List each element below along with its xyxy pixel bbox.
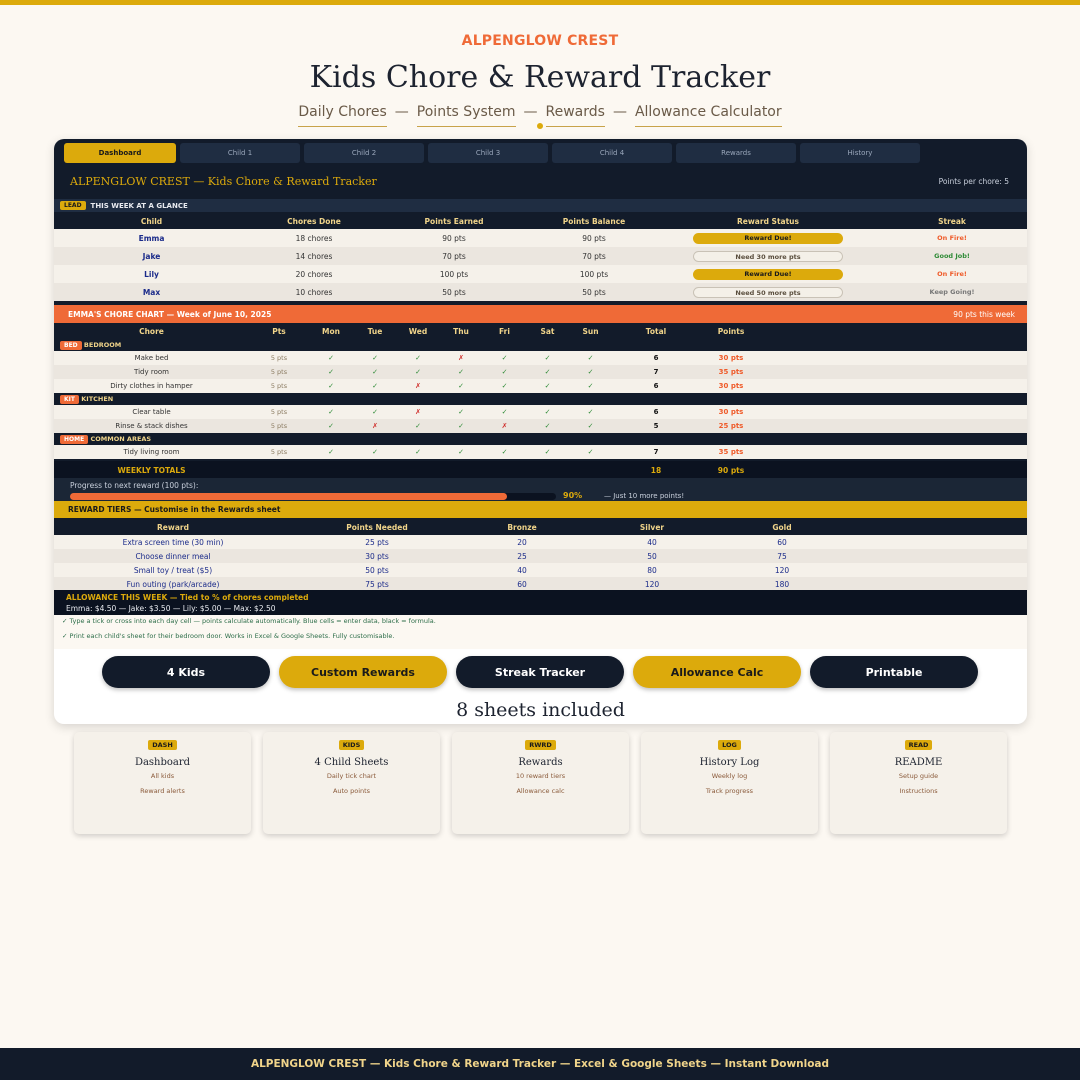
reward-cell: Fun outing (park/arcade) [54, 577, 292, 591]
reward-cell: Extra screen time (30 min) [54, 535, 292, 549]
day-cell[interactable]: ✓ [353, 351, 397, 365]
day-cell[interactable]: ✓ [309, 365, 353, 379]
reward-row [54, 535, 1027, 549]
chores-done: 18 chores [249, 229, 379, 247]
reward-cell: 120 [722, 563, 842, 577]
chore-chart-title: EMMA'S CHORE CHART — Week of June 10, 2025 [68, 309, 272, 319]
day-cell[interactable]: ✓ [397, 365, 439, 379]
subtitle-sep: — [523, 104, 538, 120]
streak-status: Keep Going! [877, 283, 1027, 301]
column-header: Chores Done [249, 213, 379, 229]
day-cell[interactable]: ✓ [483, 351, 526, 365]
sheet-card-name: History Log [699, 757, 760, 768]
tab-child-3[interactable]: Child 3 [428, 143, 548, 163]
sheet-card-desc: Setup guide [898, 772, 939, 780]
points-balance: 100 pts [529, 265, 659, 283]
sheet-card [641, 732, 818, 834]
chore-total: 6 [612, 405, 700, 419]
chore-points-total: 30 pts [700, 405, 762, 419]
sheet-card-name: README [894, 757, 943, 768]
reward-cell: 75 pts [292, 577, 462, 591]
feature-allowance-calc-button[interactable]: Allowance Calc [633, 656, 801, 688]
day-cell[interactable]: ✓ [569, 365, 612, 379]
note-1: ✓ Type a tick or cross into each day cell — points calculate automatically. Blue cells = enter data, black = formula. [62, 617, 436, 625]
sheet-card-name: 4 Child Sheets [314, 757, 389, 768]
weekly-totals-row [54, 461, 1027, 479]
streak-status: On Fire! [877, 229, 1027, 247]
chore-name: Tidy living room [54, 445, 249, 459]
streak-status: On Fire! [877, 265, 1027, 283]
reward-cell: 180 [722, 577, 842, 591]
column-header-empty [762, 323, 1027, 339]
chore-row [54, 419, 1027, 433]
column-header: Sun [569, 323, 612, 339]
sheet-tabs [64, 143, 920, 163]
sheet-card-badge: KIDS [339, 740, 365, 750]
reward-cell: 25 pts [292, 535, 462, 549]
chore-row [54, 445, 1027, 459]
day-cell[interactable]: ✓ [569, 445, 612, 459]
sheet-card-badge: READ [905, 740, 933, 750]
sheets-included-label: 8 sheets included [456, 699, 625, 721]
reward-status-badge: Need 50 more pts [693, 287, 843, 298]
chore-name: Tidy room [54, 365, 249, 379]
day-cell[interactable]: ✓ [483, 365, 526, 379]
day-cell[interactable]: ✓ [526, 379, 569, 393]
day-cell[interactable]: ✓ [569, 419, 612, 433]
day-cell[interactable]: ✓ [569, 379, 612, 393]
sheet-card-desc: Reward alerts [140, 787, 185, 795]
reward-status-badge: Reward Due! [693, 269, 843, 280]
subtitle-sep: — [612, 104, 627, 120]
spreadsheet-preview-card [54, 139, 1027, 724]
sheet-card-desc: Daily tick chart [326, 772, 377, 780]
chore-chart-header [54, 305, 1027, 323]
sheet-card-name: Rewards [518, 757, 563, 768]
empty-cell [762, 379, 1027, 393]
points-per-chore: Points per chore: 5 [938, 177, 1009, 186]
empty-cell [762, 445, 1027, 459]
points-balance: 50 pts [529, 283, 659, 301]
day-cell[interactable]: ✓ [526, 351, 569, 365]
day-cell[interactable]: ✓ [526, 405, 569, 419]
column-header: Tue [353, 323, 397, 339]
day-cell[interactable]: ✓ [483, 445, 526, 459]
category-row [54, 433, 1027, 445]
category-row [54, 339, 1027, 351]
chore-chart-weekly-points: 90 pts this week [953, 309, 1015, 319]
progress-track [70, 493, 556, 500]
day-cell[interactable]: ✗ [439, 351, 483, 365]
reward-cell: 25 [462, 549, 582, 563]
empty-cell [762, 351, 1027, 365]
chore-name: Clear table [54, 405, 249, 419]
day-cell[interactable]: ✗ [353, 419, 397, 433]
chore-total: 6 [612, 379, 700, 393]
chore-row [54, 379, 1027, 393]
day-cell[interactable]: ✓ [483, 405, 526, 419]
decorative-dot [537, 123, 543, 129]
points-earned: 100 pts [379, 265, 529, 283]
glance-table [54, 213, 1027, 301]
chore-points-total: 30 pts [700, 379, 762, 393]
sheet-card [452, 732, 629, 834]
category-label: KITCHEN [81, 395, 114, 403]
column-header: Points Earned [379, 213, 529, 229]
progress-note: — Just 10 more points! [604, 492, 685, 500]
column-header: Child [54, 213, 249, 229]
empty-cell [842, 577, 1027, 591]
sheet-title: ALPENGLOW CREST — Kids Chore & Reward Tracker [70, 175, 377, 188]
note-2: ✓ Print each child's sheet for their bedroom door. Works in Excel & Google Sheets. Fully customisable. [62, 632, 395, 640]
chore-points-total: 35 pts [700, 445, 762, 459]
column-header: Gold [722, 519, 842, 535]
category-label: BEDROOM [83, 341, 122, 349]
points-balance: 90 pts [529, 229, 659, 247]
sheet-card [263, 732, 440, 834]
table-row [54, 229, 1027, 247]
allowance-section [54, 590, 1027, 615]
section-badge: LEAD [60, 201, 86, 210]
subtitle-item: Rewards [546, 104, 605, 127]
table-row [54, 283, 1027, 301]
progress-label: Progress to next reward (100 pts): [70, 481, 199, 490]
spreadsheet [54, 139, 1027, 649]
column-header: Wed [397, 323, 439, 339]
column-header: Reward [54, 519, 292, 535]
reward-status-badge: Need 30 more pts [693, 251, 843, 262]
reward-status-cell [659, 229, 877, 247]
chore-row [54, 351, 1027, 365]
column-header: Sat [526, 323, 569, 339]
reward-cell: 20 [462, 535, 582, 549]
sheet-card-desc: Allowance calc [516, 787, 565, 795]
weekly-total-chores: 18 [650, 465, 662, 475]
reward-tiers-header: REWARD TIERS — Customise in the Rewards sheet [54, 501, 1027, 518]
day-cell[interactable]: ✓ [569, 405, 612, 419]
tab-child-1[interactable]: Child 1 [180, 143, 300, 163]
feature-streak-tracker-button[interactable]: Streak Tracker [456, 656, 624, 688]
chore-points: 5 pts [249, 365, 309, 379]
day-cell[interactable]: ✓ [439, 379, 483, 393]
feature-printable-button[interactable]: Printable [810, 656, 978, 688]
empty-cell [842, 549, 1027, 563]
column-header: Total [612, 323, 700, 339]
progress-percent: 90% [563, 491, 583, 500]
feature-4-kids-button[interactable]: 4 Kids [102, 656, 270, 688]
day-cell[interactable]: ✓ [526, 365, 569, 379]
reward-cell: Small toy / treat ($5) [54, 563, 292, 577]
column-header-empty [842, 519, 1027, 535]
day-cell[interactable]: ✓ [353, 405, 397, 419]
reward-cell: 75 [722, 549, 842, 563]
day-cell[interactable]: ✓ [309, 379, 353, 393]
child-name: Emma [54, 229, 249, 247]
points-balance: 70 pts [529, 247, 659, 265]
reward-status-badge: Reward Due! [693, 233, 843, 244]
allowance-values: Emma: $4.50 — Jake: $3.50 — Lily: $5.00 — Max: $2.50 [66, 604, 276, 613]
sheet-card-name: Dashboard [134, 757, 191, 768]
weekly-totals-label: WEEKLY TOTALS [117, 465, 186, 475]
empty-cell [762, 419, 1027, 433]
day-cell[interactable]: ✓ [353, 365, 397, 379]
day-cell[interactable]: ✓ [526, 445, 569, 459]
reward-cell: 60 [462, 577, 582, 591]
glance-section-header [54, 199, 1027, 212]
points-earned: 70 pts [379, 247, 529, 265]
day-cell[interactable]: ✓ [353, 445, 397, 459]
day-cell[interactable]: ✓ [526, 419, 569, 433]
category-label: COMMON AREAS [90, 435, 152, 443]
chore-row [54, 365, 1027, 379]
column-header: Pts [249, 323, 309, 339]
chore-points: 5 pts [249, 445, 309, 459]
chore-points-total: 25 pts [700, 419, 762, 433]
reward-cell: 40 [582, 535, 722, 549]
page-title: Kids Chore & Reward Tracker [309, 60, 771, 95]
chore-points: 5 pts [249, 351, 309, 365]
empty-cell [762, 405, 1027, 419]
day-cell[interactable]: ✓ [309, 351, 353, 365]
column-header: Bronze [462, 519, 582, 535]
category-row [54, 393, 1027, 405]
column-header: Points [700, 323, 762, 339]
chore-total: 7 [612, 365, 700, 379]
sheet-card-desc: Instructions [899, 787, 938, 795]
category-badge: HOME [60, 435, 88, 444]
allowance-title: ALLOWANCE THIS WEEK — Tied to % of chores completed [66, 593, 309, 602]
subtitle-item: Daily Chores [298, 104, 386, 127]
reward-cell: Choose dinner meal [54, 549, 292, 563]
weekly-total-points: 90 pts [717, 465, 745, 475]
day-cell[interactable]: ✓ [439, 405, 483, 419]
category-cell [54, 339, 1027, 351]
column-header: Chore [54, 323, 249, 339]
empty-cell [762, 365, 1027, 379]
brand-name: ALPENGLOW CREST [461, 33, 619, 49]
day-cell[interactable]: ✓ [439, 365, 483, 379]
day-cell[interactable]: ✓ [309, 445, 353, 459]
chores-done: 10 chores [249, 283, 379, 301]
tab-history[interactable]: History [800, 143, 920, 163]
reward-cell: 60 [722, 535, 842, 549]
day-cell[interactable]: ✓ [397, 351, 439, 365]
chore-points: 5 pts [249, 405, 309, 419]
chore-name: Rinse & stack dishes [54, 419, 249, 433]
top-accent-bar [0, 0, 1080, 5]
reward-tiers-table [54, 519, 1027, 591]
chore-name: Make bed [54, 351, 249, 365]
tab-child-4[interactable]: Child 4 [552, 143, 672, 163]
day-cell[interactable]: ✓ [439, 419, 483, 433]
reward-row [54, 549, 1027, 563]
points-earned: 90 pts [379, 229, 529, 247]
reward-status-cell [659, 283, 877, 301]
table-row [54, 265, 1027, 283]
tab-rewards[interactable]: Rewards [676, 143, 796, 163]
chore-row [54, 405, 1027, 419]
reward-cell: 30 pts [292, 549, 462, 563]
empty-cell [842, 563, 1027, 577]
reward-cell: 120 [582, 577, 722, 591]
category-badge: BED [60, 341, 82, 350]
child-name: Jake [54, 247, 249, 265]
day-cell[interactable]: ✓ [309, 405, 353, 419]
column-header: Streak [877, 213, 1027, 229]
reward-row [54, 563, 1027, 577]
reward-status-cell [659, 247, 877, 265]
subtitle-item: Points System [417, 104, 516, 127]
category-badge: KIT [60, 395, 79, 404]
sheet-card-desc: Auto points [332, 787, 371, 795]
column-header: Mon [309, 323, 353, 339]
chores-done: 14 chores [249, 247, 379, 265]
chores-done: 20 chores [249, 265, 379, 283]
notes-area [54, 615, 1027, 649]
section-label: THIS WEEK AT A GLANCE [90, 201, 188, 210]
sheet-card [830, 732, 1007, 834]
column-header: Reward Status [659, 213, 877, 229]
day-cell[interactable]: ✓ [309, 419, 353, 433]
feature-custom-rewards-button[interactable]: Custom Rewards [279, 656, 447, 688]
chore-name: Dirty clothes in hamper [54, 379, 249, 393]
column-header: Fri [483, 323, 526, 339]
day-cell[interactable]: ✗ [397, 379, 439, 393]
reward-cell: 50 [582, 549, 722, 563]
chore-points-total: 35 pts [700, 365, 762, 379]
chore-points-total: 30 pts [700, 351, 762, 365]
column-header: Points Balance [529, 213, 659, 229]
table-row [54, 247, 1027, 265]
category-cell [54, 393, 1027, 405]
chore-total: 7 [612, 445, 700, 459]
progress-fill [70, 493, 507, 500]
reward-cell: 50 pts [292, 563, 462, 577]
day-cell[interactable]: ✓ [397, 445, 439, 459]
chore-points: 5 pts [249, 379, 309, 393]
sheet-card-desc: 10 reward tiers [515, 772, 566, 780]
sheet-card-desc: All kids [150, 772, 175, 780]
tab-dashboard[interactable]: Dashboard [64, 143, 176, 163]
day-cell[interactable]: ✓ [397, 419, 439, 433]
sheet-card-badge: LOG [718, 740, 741, 750]
reward-row [54, 577, 1027, 591]
child-name: Max [54, 283, 249, 301]
streak-status: Good Job! [877, 247, 1027, 265]
chore-total: 6 [612, 351, 700, 365]
column-header: Silver [582, 519, 722, 535]
sheet-card-desc: Track progress [705, 787, 754, 795]
column-header: Thu [439, 323, 483, 339]
sheet-card-badge: RWRD [525, 740, 556, 750]
footer: ALPENGLOW CREST — Kids Chore & Reward Tracker — Excel & Google Sheets — Instant Download [0, 1048, 1080, 1080]
tab-child-2[interactable]: Child 2 [304, 143, 424, 163]
day-cell[interactable]: ✓ [353, 379, 397, 393]
reward-cell: 40 [462, 563, 582, 577]
subtitle-item: Allowance Calculator [635, 104, 782, 127]
day-cell[interactable]: ✓ [569, 351, 612, 365]
subtitle-sep: — [394, 104, 409, 120]
day-cell[interactable]: ✓ [483, 379, 526, 393]
empty-cell [842, 535, 1027, 549]
day-cell[interactable]: ✓ [439, 445, 483, 459]
sheet-card-desc: Weekly log [711, 772, 748, 780]
reward-cell: 80 [582, 563, 722, 577]
day-cell[interactable]: ✗ [483, 419, 526, 433]
chore-points: 5 pts [249, 419, 309, 433]
sheet-card-badge: DASH [148, 740, 177, 750]
column-header: Points Needed [292, 519, 462, 535]
day-cell[interactable]: ✗ [397, 405, 439, 419]
child-name: Lily [54, 265, 249, 283]
points-earned: 50 pts [379, 283, 529, 301]
reward-status-cell [659, 265, 877, 283]
sheet-card [74, 732, 251, 834]
category-cell [54, 433, 1027, 445]
chore-chart-table [54, 323, 1027, 459]
chore-total: 5 [612, 419, 700, 433]
